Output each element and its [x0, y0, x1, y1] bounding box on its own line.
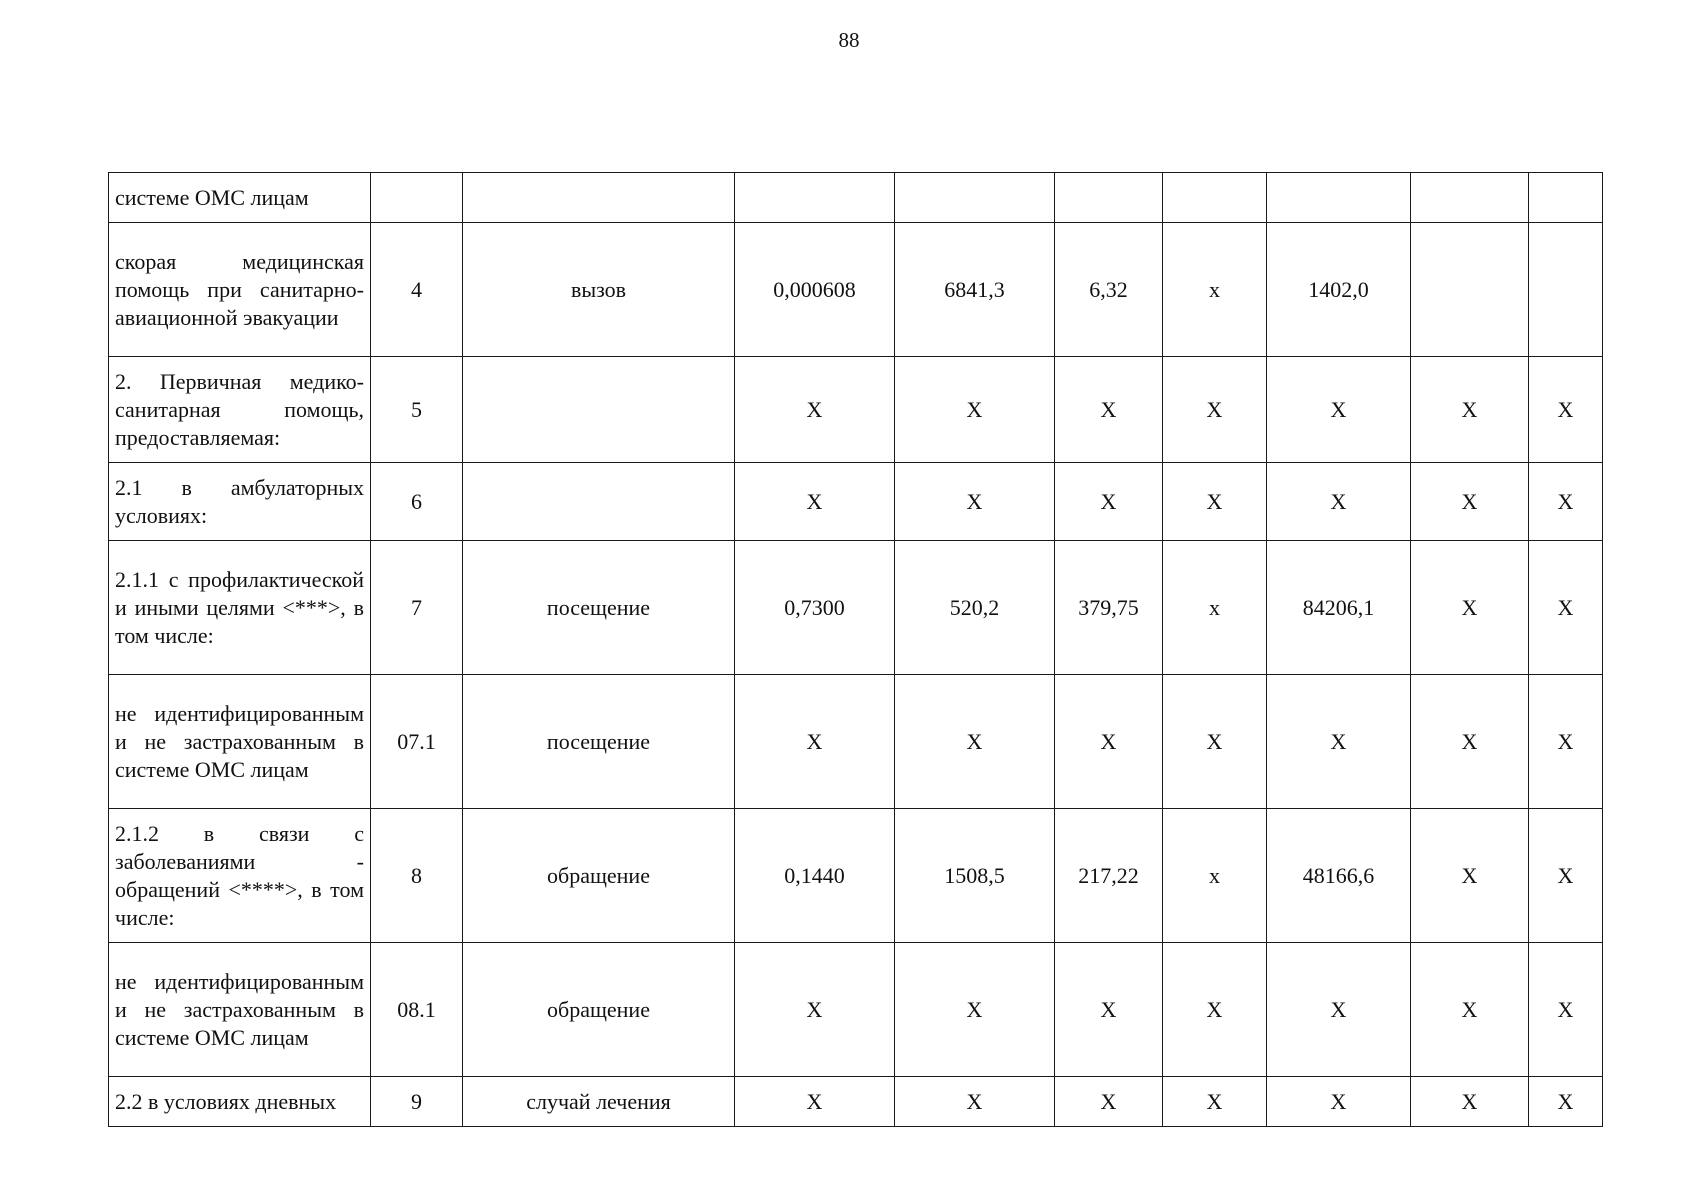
value-cell	[1529, 223, 1603, 357]
value-cell: X	[1055, 675, 1163, 809]
value-cell: X	[1529, 541, 1603, 675]
value-cell: X	[1267, 463, 1411, 541]
table-row	[109, 223, 1603, 357]
value-cell: 217,22	[1055, 809, 1163, 943]
value-cell: 0,1440	[735, 809, 895, 943]
row-number-cell: 9	[371, 1077, 463, 1127]
value-cell: X	[1163, 357, 1267, 463]
unit-cell	[463, 463, 735, 541]
value-cell: X	[1529, 675, 1603, 809]
value-cell: X	[1411, 1077, 1529, 1127]
row-number-cell: 5	[371, 357, 463, 463]
unit-cell	[463, 357, 735, 463]
row-number-cell: 07.1	[371, 675, 463, 809]
value-cell	[1411, 223, 1529, 357]
value-cell: x	[1163, 809, 1267, 943]
value-cell: 48166,6	[1267, 809, 1411, 943]
value-cell: X	[1529, 943, 1603, 1077]
value-cell: X	[1529, 357, 1603, 463]
unit-cell: посещение	[463, 541, 735, 675]
value-cell: X	[1411, 675, 1529, 809]
row-number-cell: 7	[371, 541, 463, 675]
row-name-cell: 2.2 в условиях дневных	[109, 1077, 371, 1127]
value-cell: X	[895, 943, 1055, 1077]
value-cell	[895, 173, 1055, 223]
row-number-cell: 08.1	[371, 943, 463, 1077]
row-name-cell: 2. Первичная медико-санитарная помощь, предоставляемая:	[109, 357, 371, 463]
row-number-cell: 6	[371, 463, 463, 541]
unit-cell: посещение	[463, 675, 735, 809]
row-number-cell	[371, 173, 463, 223]
value-cell: 0,000608	[735, 223, 895, 357]
table-row	[109, 173, 1603, 223]
value-cell: 84206,1	[1267, 541, 1411, 675]
unit-cell: обращение	[463, 943, 735, 1077]
table-row	[109, 541, 1603, 675]
row-name-cell: 2.1 в амбулаторных условиях:	[109, 463, 371, 541]
value-cell: 1402,0	[1267, 223, 1411, 357]
row-name-cell: 2.1.1 с профилактической и иными целями <***>, в том числе:	[109, 541, 371, 675]
value-cell: 379,75	[1055, 541, 1163, 675]
value-cell: X	[1163, 1077, 1267, 1127]
row-number-cell: 4	[371, 223, 463, 357]
unit-cell: обращение	[463, 809, 735, 943]
value-cell: X	[1163, 943, 1267, 1077]
table-row	[109, 943, 1603, 1077]
value-cell: X	[1267, 943, 1411, 1077]
unit-cell	[463, 173, 735, 223]
table-row	[109, 1077, 1603, 1127]
value-cell: X	[735, 675, 895, 809]
row-name-cell: скорая медицинская помощь при санитарно-авиационной эвакуации	[109, 223, 371, 357]
table-row	[109, 675, 1603, 809]
row-number-cell: 8	[371, 809, 463, 943]
value-cell: X	[895, 357, 1055, 463]
value-cell: X	[1267, 675, 1411, 809]
row-name-cell: 2.1.2 в связи с заболеваниями - обращений <****>, в том числе:	[109, 809, 371, 943]
value-cell: x	[1163, 223, 1267, 357]
value-cell: X	[1529, 1077, 1603, 1127]
value-cell: X	[1411, 541, 1529, 675]
value-cell: X	[1411, 463, 1529, 541]
value-cell: X	[895, 463, 1055, 541]
value-cell: X	[1267, 357, 1411, 463]
unit-cell: случай лечения	[463, 1077, 735, 1127]
value-cell: X	[735, 1077, 895, 1127]
value-cell: X	[1163, 675, 1267, 809]
value-cell: 1508,5	[895, 809, 1055, 943]
value-cell: x	[1163, 541, 1267, 675]
row-name-cell: не идентифицированным и не застрахованным в системе ОМС лицам	[109, 675, 371, 809]
value-cell: X	[1411, 809, 1529, 943]
value-cell: X	[735, 463, 895, 541]
unit-cell: вызов	[463, 223, 735, 357]
value-cell	[735, 173, 895, 223]
value-cell: 6,32	[1055, 223, 1163, 357]
value-cell: X	[1055, 1077, 1163, 1127]
value-cell	[1267, 173, 1411, 223]
value-cell: X	[1529, 809, 1603, 943]
data-table	[108, 172, 1603, 1127]
value-cell: 0,7300	[735, 541, 895, 675]
value-cell: X	[735, 943, 895, 1077]
value-cell: X	[1411, 943, 1529, 1077]
table-row	[109, 809, 1603, 943]
value-cell: X	[895, 675, 1055, 809]
row-name-cell: не идентифицированным и не застрахованным в системе ОМС лицам	[109, 943, 371, 1077]
value-cell: X	[1055, 943, 1163, 1077]
value-cell	[1529, 173, 1603, 223]
value-cell: X	[1411, 357, 1529, 463]
value-cell: X	[1163, 463, 1267, 541]
value-cell: X	[1529, 463, 1603, 541]
value-cell: X	[895, 1077, 1055, 1127]
value-cell: X	[1055, 463, 1163, 541]
table-row	[109, 463, 1603, 541]
value-cell: 6841,3	[895, 223, 1055, 357]
value-cell: X	[735, 357, 895, 463]
table-row	[109, 357, 1603, 463]
value-cell	[1411, 173, 1529, 223]
row-name-cell: системе ОМС лицам	[109, 173, 371, 223]
value-cell: 520,2	[895, 541, 1055, 675]
value-cell	[1163, 173, 1267, 223]
value-cell: X	[1267, 1077, 1411, 1127]
value-cell	[1055, 173, 1163, 223]
value-cell: X	[1055, 357, 1163, 463]
page-number: 88	[838, 28, 860, 52]
